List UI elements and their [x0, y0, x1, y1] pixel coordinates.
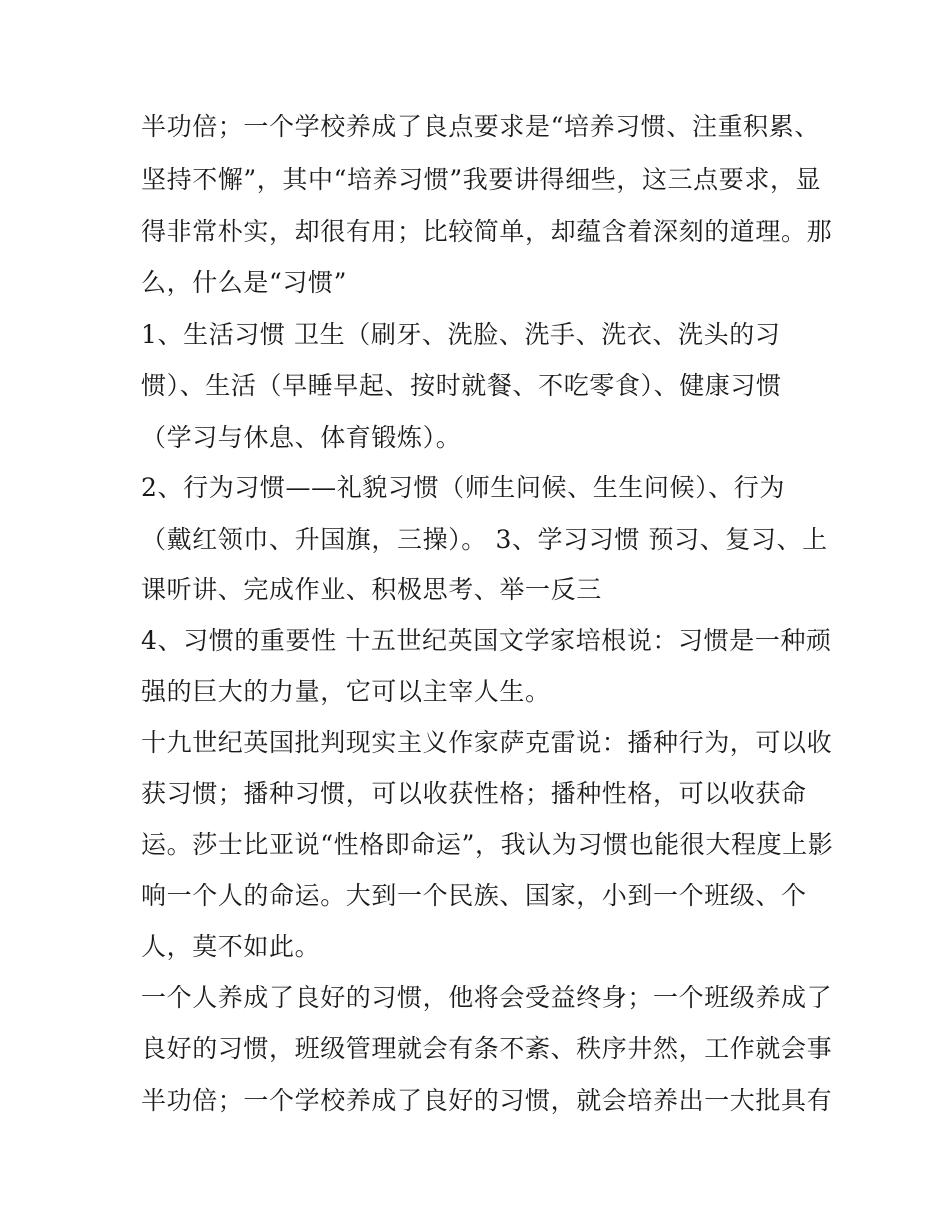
text-line-3: 得非常朴实，却很有用；比较简单，却蕴含着深刻的道理。那 [141, 217, 833, 246]
text-line-9: （戴红领巾、升国旗，三操）。 3、学习习惯 预习、复习、上 [141, 525, 828, 554]
text-line-13: 十九世纪英国批判现实主义作家萨克雷说：播种行为，可以收 [141, 728, 833, 757]
text-line-1: 半功倍；一个学校养成了良点要求是“培养习惯、注重积累、 [141, 112, 820, 141]
text-line-2: 坚持不懈”，其中“培养习惯”我要讲得细些，这三点要求，显 [141, 165, 822, 194]
text-line-18: 一个人养成了良好的习惯，他将会受益终身；一个班级养成了 [141, 983, 833, 1012]
text-line-19: 良好的习惯，班级管理就会有条不紊、秩序井然，工作就会事 [141, 1034, 833, 1063]
text-line-6: 惯）、生活（早睡早起、按时就餐、不吃零食）、健康习惯 [141, 371, 782, 400]
text-line-5: 1、生活习惯 卫生（刷牙、洗脸、洗手、洗衣、洗头的习 [141, 320, 781, 349]
text-line-14: 获习惯；播种习惯，可以收获性格；播种性格，可以收获命 [141, 779, 807, 808]
text-line-15: 运。莎士比亚说“性格即命运”，我认为习惯也能很大程度上影 [141, 830, 834, 859]
text-line-4: 么，什么是“习惯” [141, 268, 347, 297]
text-line-8: 2、行为习惯——礼貌习惯（师生问候、生生问候）、行为 [141, 473, 786, 502]
text-line-12: 强的巨大的力量，它可以主宰人生。 [141, 677, 551, 706]
text-line-11: 4、习惯的重要性 十五世纪英国文学家培根说：习惯是一种顽 [141, 626, 832, 655]
text-line-7: （学习与休息、体育锻炼）。 [141, 423, 462, 452]
text-line-20: 半功倍；一个学校养成了良好的习惯，就会培养出一大批具有 [141, 1086, 833, 1115]
text-line-16: 响一个人的命运。大到一个民族、国家，小到一个班级、个 [141, 881, 807, 910]
text-line-17: 人，莫不如此。 [141, 932, 321, 961]
text-line-10: 课听讲、完成作业、积极思考、举一反三 [141, 575, 602, 604]
